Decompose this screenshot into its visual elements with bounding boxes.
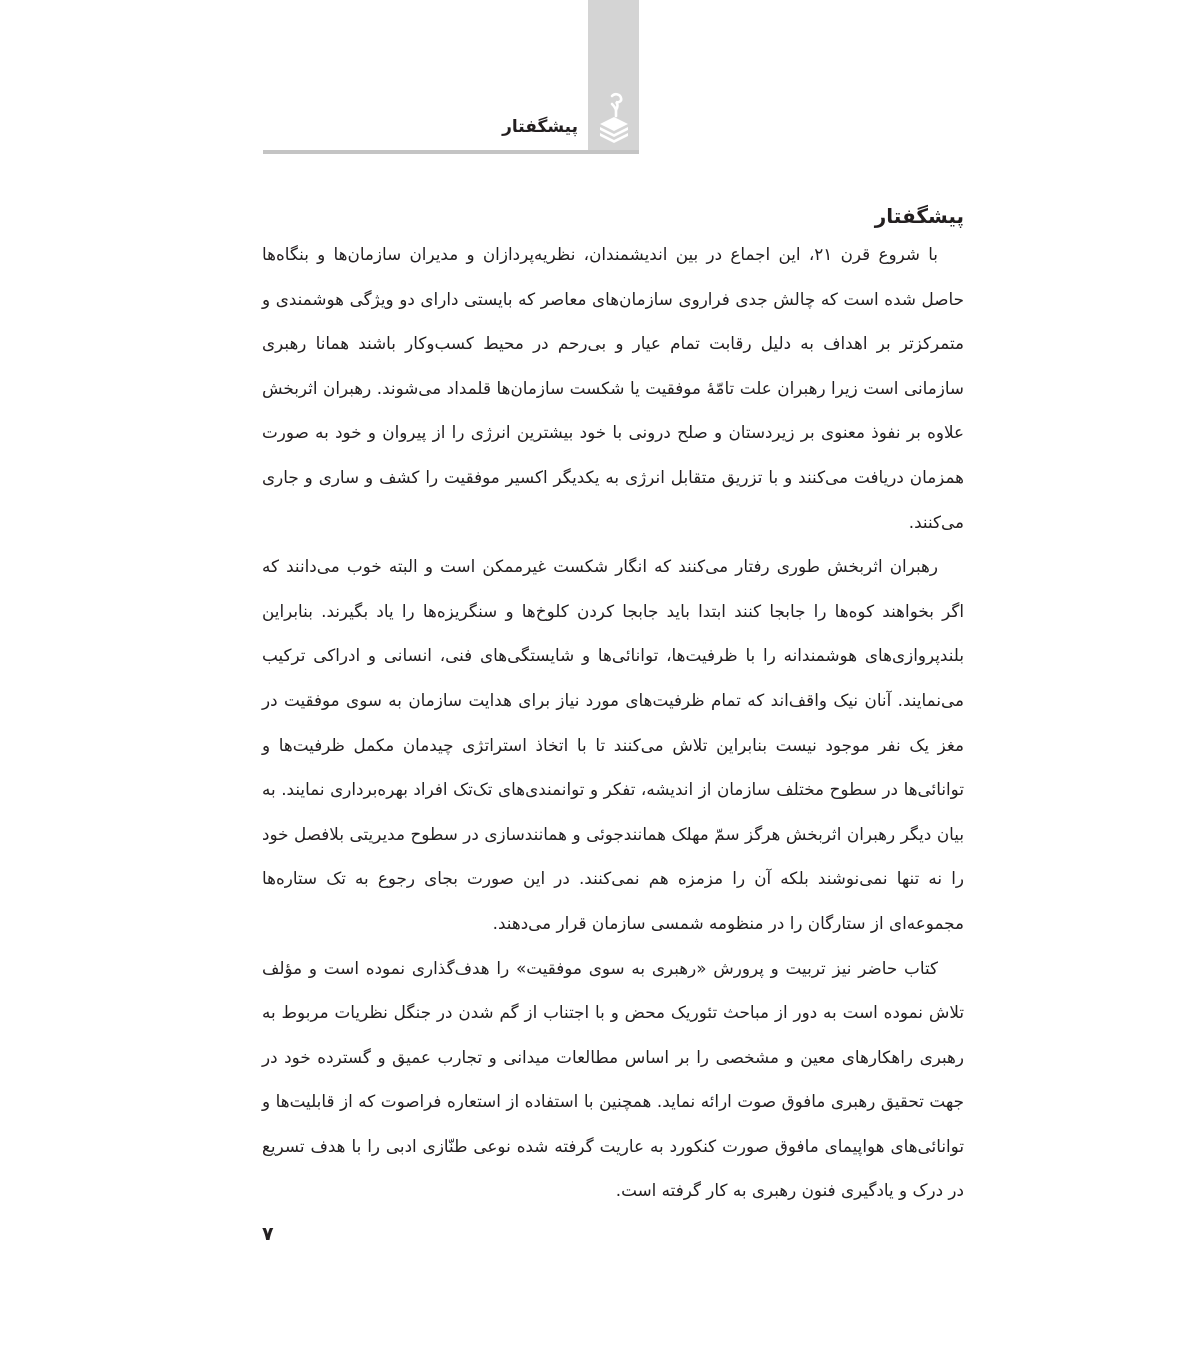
header-rule — [263, 150, 639, 154]
paragraph: با شروع قرن ۲۱، این اجماع در بین اندیشمندان، نظریه‌پردازان و مدیران سازمان‌ها و بنگاه‌ها حاصل شده است که چالش جدی فراروی سازمان‌های معاصر که بایستی دارای دو ویژگی هوشمندی و متمرکزتر بر اهداف به دلیل رقابت تمام عیار و بی‌رحم در محیط کسب‌وکار باشند همانا رهبری سازمانی است زیرا رهبران علت تامّهٔ موفقیت یا شکست سازمان‌ها قلمداد می‌شوند. رهبران اثربخش علاوه بر نفوذ معنوی بر زیردستان و صلح درونی با خود بیشترین انرژی را از پیروان و خود به صورت همزمان دریافت می‌کنند و با تزریق متقابل انرژی به یکدیگر اکسیر موفقیت را کشف و ساری و جاری می‌کنند. — [262, 244, 964, 532]
paragraph: کتاب حاضر نیز تربیت و پرورش «رهبری به سوی موفقیت» را هدف‌گذاری نموده است و مؤلف تلاش نموده است به دور از مباحث تئوریک محض و با اجتناب از گم شدن در جنگل نظریات مربوط به رهبری راهکارهای معین و مشخصی را بر اساس مطالعات میدانی و تجارب عمیق و گسترده خود در جهت تحقیق رهبری مافوق صوت ارائه نماید. همچنین با استفاده از استعاره فراصوت که از قابلیت‌ها و توانائی‌های هواپیمای مافوق صورت کنکورد به عاریت گرفته شده نوعی طنّازی ادبی را با هدف تسریع در درک و یادگیری فنون رهبری به کار گرفته است. — [262, 957, 964, 1201]
section-title: پیشگفتار — [874, 204, 964, 228]
book-stack-icon — [592, 92, 636, 148]
page-content — [262, 200, 964, 1213]
running-head: پیشگفتار — [502, 117, 578, 137]
page-number: ۷ — [262, 1223, 274, 1245]
paragraph: رهبران اثربخش طوری رفتار می‌کنند که انگار شکست غیرممکن است و البته خوب می‌دانند که اگر بخواهند کوه‌ها را جابجا کنند ابتدا باید جابجا کردن کلوخ‌ها و سنگریزه‌ها را یاد بگیرند. بنابراین بلندپروازی‌های هوشمندانه را با ظرفیت‌ها، توانائی‌ها و شایستگی‌های فنی، انسانی و ادراکی ترکیب می‌نمایند. آنان نیک واقف‌اند که تمام ظرفیت‌های مورد نیاز برای هدایت سازمان به سوی موفقیت در مغز یک نفر موجود نیست بنابراین تلاش می‌کنند تا با اتخاذ استراتژی چیدمان مکمل ظرفیت‌ها و توانائی‌ها در سطوح مختلف سازمان از اندیشه، تفکر و توانمندی‌های تک‌تک افراد بهره‌برداری نمایند. به بیان دیگر رهبران اثربخش هرگز سمّ مهلک همانندجوئی و همانندسازی در سطوح مدیریتی بلافصل خود را نه تنها نمی‌نوشند بلکه آن را مزمزه هم نمی‌کنند. در این صورت بجای رجوع به تک ستاره‌ها مجموعه‌ای از ستارگان را در منظومه شمسی سازمان قرار می‌دهند. — [262, 556, 964, 933]
